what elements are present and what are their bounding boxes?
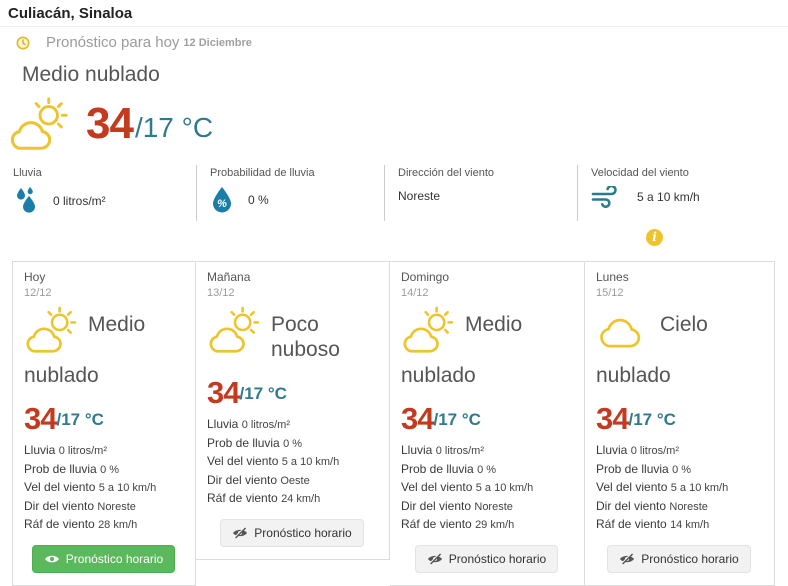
detail-value: 29 km/h bbox=[475, 519, 515, 531]
hourly-forecast-button[interactable] bbox=[415, 545, 558, 573]
card-day: Mañana bbox=[207, 270, 251, 284]
stat-rain bbox=[0, 165, 197, 221]
detail-value: 0 % bbox=[672, 463, 692, 476]
sun-cloud-icon bbox=[207, 305, 263, 355]
button-label: Pronóstico horario bbox=[448, 552, 547, 566]
eye-slash-icon bbox=[232, 527, 248, 539]
card-temp-min: /17 °C bbox=[239, 384, 287, 403]
card-condition-wrap: nublado bbox=[596, 364, 671, 387]
forecast-subheader bbox=[0, 27, 788, 51]
detail-label: Prob de lluvia bbox=[401, 461, 474, 476]
card-temp-max: 34 bbox=[596, 401, 629, 436]
detail-value: 0 litros/m² bbox=[241, 419, 290, 431]
detail-value: 5 a 10 km/h bbox=[98, 482, 157, 494]
card-temp-max: 34 bbox=[24, 401, 57, 436]
detail-value: 14 km/h bbox=[670, 519, 710, 531]
card-condition-wrap: nublado bbox=[24, 364, 99, 387]
detail-label: Lluvia bbox=[24, 443, 56, 457]
eye-slash-icon bbox=[427, 553, 443, 565]
sun-cloud-icon bbox=[24, 305, 80, 355]
detail-label: Ráf de viento bbox=[401, 517, 472, 531]
eye-icon bbox=[44, 554, 60, 564]
stat-label: Velocidad del viento bbox=[591, 167, 689, 179]
wind-icon bbox=[591, 186, 623, 208]
detail-value: Noreste bbox=[474, 500, 513, 513]
svg-text:%: % bbox=[217, 198, 227, 210]
forecast-card-hoy[interactable] bbox=[12, 262, 196, 586]
card-date: 12/12 bbox=[24, 287, 52, 299]
stat-value: 0 litros/m² bbox=[53, 194, 106, 208]
stat-value: 0 % bbox=[248, 193, 269, 207]
detail-label: Lluvia bbox=[207, 417, 239, 431]
stat-label: Probabilidad de lluvia bbox=[210, 167, 315, 179]
card-temp-min: /17 °C bbox=[628, 410, 676, 429]
card-condition: Medio bbox=[88, 313, 146, 336]
cloud-icon bbox=[596, 305, 652, 355]
detail-value: 0 % bbox=[283, 437, 303, 450]
sun-cloud-icon bbox=[401, 305, 457, 355]
card-condition: Cielo bbox=[660, 313, 708, 336]
hourly-forecast-button[interactable] bbox=[32, 545, 175, 573]
card-temp-min: /17 °C bbox=[56, 410, 104, 429]
clock-icon bbox=[16, 36, 30, 50]
stat-value: 5 a 10 km/h bbox=[637, 190, 700, 204]
percent-drop-icon bbox=[210, 186, 234, 214]
current-temp-min: /17 °C bbox=[134, 112, 214, 143]
card-details bbox=[401, 443, 572, 531]
raindrops-icon bbox=[13, 186, 39, 216]
detail-label: Dir del viento bbox=[401, 498, 472, 513]
forecast-card-manana[interactable] bbox=[196, 262, 390, 560]
detail-label: Lluvia bbox=[596, 443, 628, 457]
detail-label: Vel del viento bbox=[24, 480, 96, 494]
subtitle: Pronóstico para hoy bbox=[46, 34, 180, 51]
detail-label: Vel del viento bbox=[207, 454, 279, 468]
button-label: Pronóstico horario bbox=[641, 552, 739, 566]
detail-value: Noreste bbox=[669, 500, 708, 513]
card-temp-max: 34 bbox=[401, 401, 434, 436]
button-label: Pronóstico horario bbox=[254, 526, 352, 540]
today-stats bbox=[0, 165, 788, 223]
button-label: Pronóstico horario bbox=[65, 552, 164, 566]
detail-label: Ráf de viento bbox=[596, 517, 667, 531]
detail-label: Prob de lluvia bbox=[596, 461, 669, 476]
card-temp-max: 34 bbox=[207, 375, 240, 410]
stat-wind-direction bbox=[385, 165, 578, 221]
card-day: Lunes bbox=[596, 270, 629, 284]
detail-value: 24 km/h bbox=[281, 493, 321, 505]
detail-value: 0 % bbox=[477, 463, 497, 476]
card-day: Domingo bbox=[401, 270, 450, 284]
detail-value: 0 % bbox=[100, 463, 120, 476]
card-details bbox=[207, 417, 377, 505]
detail-label: Dir del viento bbox=[207, 472, 278, 487]
detail-label: Vel del viento bbox=[401, 480, 473, 494]
card-details bbox=[596, 443, 762, 531]
detail-label: Ráf de viento bbox=[24, 517, 95, 531]
detail-value: 0 litros/m² bbox=[435, 445, 484, 457]
card-date: 13/12 bbox=[207, 287, 235, 299]
sun-cloud-icon bbox=[8, 95, 72, 153]
detail-value: 5 a 10 km/h bbox=[475, 482, 534, 494]
detail-value: Noreste bbox=[97, 500, 136, 513]
detail-label: Lluvia bbox=[401, 443, 433, 457]
detail-label: Dir del viento bbox=[24, 498, 95, 513]
forecast-cards bbox=[12, 261, 775, 586]
card-date: 14/12 bbox=[401, 287, 429, 299]
page-title: Culiacán, Sinaloa bbox=[8, 5, 133, 22]
detail-label: Dir del viento bbox=[596, 498, 667, 513]
eye-slash-icon bbox=[619, 553, 635, 565]
detail-label: Prob de lluvia bbox=[24, 461, 97, 476]
card-condition: Medio bbox=[465, 313, 523, 336]
stat-label: Lluvia bbox=[13, 167, 42, 179]
detail-label: Ráf de viento bbox=[207, 491, 278, 505]
card-condition-wrap: nublado bbox=[401, 364, 476, 387]
card-temp-min: /17 °C bbox=[433, 410, 481, 429]
detail-label: Prob de lluvia bbox=[207, 435, 280, 450]
detail-label: Vel del viento bbox=[596, 480, 668, 494]
detail-value: Oeste bbox=[280, 474, 310, 487]
subtitle-date: 12 Diciembre bbox=[183, 36, 252, 49]
current-condition: Medio nublado bbox=[22, 63, 160, 86]
stat-rain-probability bbox=[197, 165, 385, 221]
detail-value: 28 km/h bbox=[98, 519, 138, 531]
stat-value: Noreste bbox=[398, 189, 441, 203]
stat-wind-speed bbox=[578, 165, 788, 221]
forecast-card-lunes[interactable] bbox=[585, 262, 775, 586]
detail-value: 0 litros/m² bbox=[630, 445, 679, 457]
forecast-card-domingo[interactable] bbox=[390, 262, 585, 586]
card-day: Hoy bbox=[24, 270, 46, 284]
info-icon[interactable]: i bbox=[646, 229, 663, 246]
detail-value: 5 a 10 km/h bbox=[281, 456, 340, 468]
current-weather bbox=[8, 93, 788, 155]
hourly-forecast-button[interactable] bbox=[220, 519, 363, 547]
card-condition: Poco nuboso bbox=[271, 313, 340, 361]
card-date: 15/12 bbox=[596, 287, 624, 299]
stat-label: Dirección del viento bbox=[398, 167, 494, 179]
current-temp-max: 34 bbox=[86, 99, 133, 148]
detail-value: 5 a 10 km/h bbox=[670, 482, 729, 494]
hourly-forecast-button[interactable] bbox=[607, 545, 750, 573]
header bbox=[0, 0, 788, 27]
detail-value: 0 litros/m² bbox=[58, 445, 107, 457]
card-details bbox=[24, 443, 183, 531]
